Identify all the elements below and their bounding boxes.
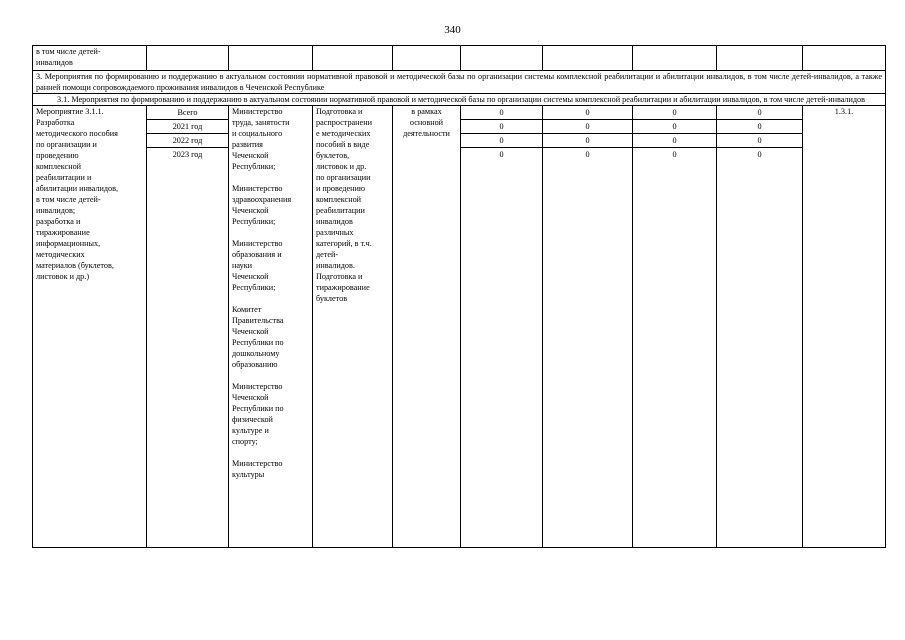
- executors: Министерство труда, занятости и социального развития Чеченской Республики; Министерство здравоохранения Чеченской Республики; Министерство образования и науки Чеченской Республики; Комитет Правительства Чеченской Республики по дошкольному образованию Министерство Чеченской Республики по физической культуре и спорту; Министерство культуры: [229, 106, 313, 548]
- section-3-heading: 3. Мероприятия по формированию и поддержанию в актуальном состоянии нормативной правовой и методической базы по организации системы комплексной реабилитации и абилитации инвалидов, в том числе детей-инвалидов, а также ранней помощи сопровождаемого проживания инвалидов в Чеченской Республике: [33, 71, 886, 94]
- top-row-cell: [717, 46, 803, 71]
- value-cell: 0: [543, 106, 632, 120]
- value-cell: 0: [461, 106, 542, 120]
- value-cell: 0: [717, 106, 802, 120]
- section-3-1-row: [33, 94, 886, 106]
- value-cell: 0: [461, 120, 542, 134]
- top-row-cell: [313, 46, 393, 71]
- measure-row: [33, 106, 886, 548]
- value-cell: 0: [633, 106, 716, 120]
- top-row-cell: [461, 46, 543, 71]
- period-2022: 2022 год: [147, 134, 228, 148]
- page-number: 340: [444, 24, 461, 36]
- value-col-2: [543, 106, 633, 548]
- top-row-cell: [633, 46, 717, 71]
- top-row-cell: [393, 46, 461, 71]
- indicator-ref: 1.3.1.: [803, 106, 886, 548]
- value-cell: 0: [633, 120, 716, 134]
- value-cell: 0: [717, 120, 802, 134]
- period-2023: 2023 год: [172, 150, 203, 159]
- measure-name: Мероприятие 3.1.1. Разработка методического пособия по организации и проведению комплексной реабилитации и абилитации инвалидов, в том числе детей- инвалидов; разработка и тиражирование информационных, методических материалов (буклетов, листовок и др.): [33, 106, 147, 548]
- period-2021: 2021 год: [147, 120, 228, 134]
- value-cell: 0: [461, 134, 542, 148]
- value-cell: 0: [543, 120, 632, 134]
- top-row: [33, 46, 886, 71]
- top-row-cell: [147, 46, 229, 71]
- value-cell: 0: [672, 150, 677, 159]
- top-row-cell: [803, 46, 886, 71]
- period-total: Всего: [147, 106, 228, 120]
- top-row-cell: [229, 46, 313, 71]
- value-col-4: [717, 106, 803, 548]
- value-col-1: [461, 106, 543, 548]
- section-3-row: [33, 71, 886, 94]
- value-cell: 0: [633, 134, 716, 148]
- value-cell: 0: [717, 134, 802, 148]
- expected-result: Подготовка и распространени е методических пособий в виде буклетов, листовок и др. по организации и проведению комплексной реабилитации инвалидов различных категорий, в т.ч. детей- инвалидов. Подготовка и тиражирование буклетов: [313, 106, 393, 548]
- value-cell: 0: [543, 134, 632, 148]
- value-cell: 0: [757, 150, 762, 159]
- section-3-1-heading: 3.1. Мероприятия по формированию и поддержанию в актуальном состоянии нормативной правовой и методической базы по организации системы комплексной реабилитации и абилитации инвалидов, в том числе детей-инвалидов: [33, 94, 886, 106]
- top-row-cell-text: в том числе детей- инвалидов: [33, 46, 147, 71]
- period-list: [147, 106, 229, 548]
- value-col-3: [633, 106, 717, 548]
- top-row-cell: [543, 46, 633, 71]
- funding-source: в рамках основной деятельности: [393, 106, 461, 548]
- value-cell: 0: [499, 150, 504, 159]
- value-cell: 0: [585, 150, 590, 159]
- program-table: [32, 45, 886, 548]
